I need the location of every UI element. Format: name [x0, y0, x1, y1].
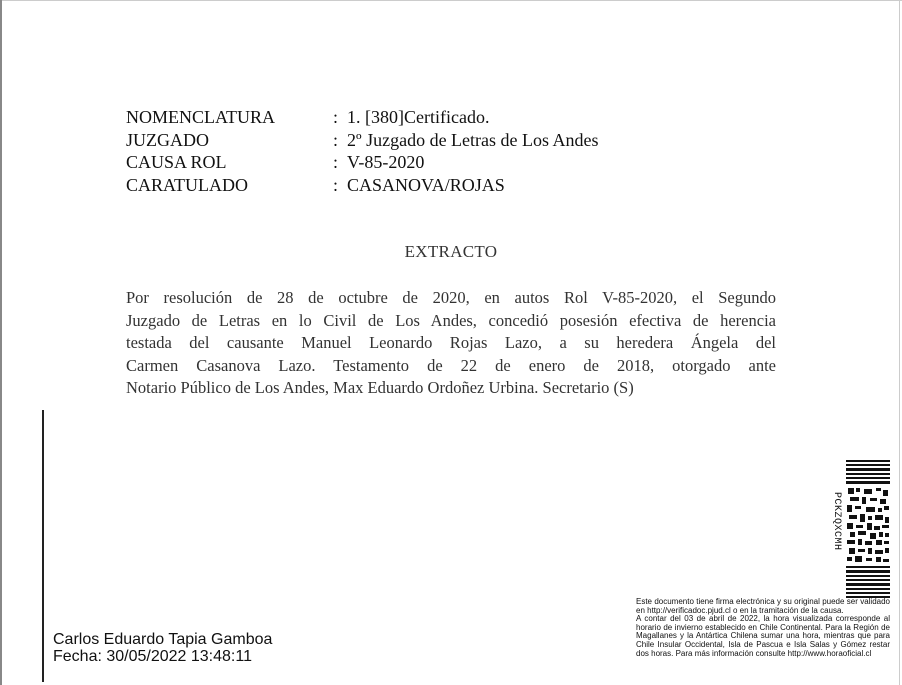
notice-validation: Este documento tiene firma electrónica y su original puede ser validado en http://verificadoc.pjud.cl o en la tramitación de la causa. — [636, 597, 890, 615]
body-line: Por resolución de 28 de octubre de 2020, en autos Rol V-85-2020, el Segundo — [126, 288, 776, 307]
extract-body — [126, 287, 776, 400]
signer-name: Carlos Eduardo Tapia Gamboa — [53, 631, 273, 648]
signature-block — [53, 631, 272, 665]
verification-barcode — [846, 460, 890, 598]
header-label: NOMENCLATURA — [126, 107, 276, 127]
header-separator: : — [333, 107, 339, 127]
body-line: Notario Público de Los Andes, Max Eduardo Ordoñez Urbina. Secretario (S) — [126, 378, 634, 397]
verification-code: PCKZQXCMH — [831, 492, 842, 551]
header-label: CARATULADO — [126, 174, 249, 195]
body-line: Carmen Casanova Lazo. Testamento de 22 de enero de 2018, otorgado ante — [126, 355, 776, 375]
header-row-juzgado — [126, 129, 599, 152]
header-row-causa-rol — [126, 151, 599, 174]
header-value: 1. [380]Certificado. — [347, 107, 490, 127]
body-line: Juzgado de Letras en lo Civil de Los Andes, concedió posesión efectiva de herencia — [126, 310, 776, 330]
header-row-caratulado — [126, 174, 599, 197]
page-border-left — [0, 0, 2, 685]
notice-timezone: A contar del 03 de abril de 2022, la hora visualizada corresponde al horario de invierno establecido en Chile Continental. Para la Región de Magallanes y la Antártica Chilena sumar una hora, mientras que para Chile Insular Occidental, Isla de Pascua e Isla Salas y Gómez restar dos horas. Para más información consulte http://www.horaoficial.cl — [636, 614, 890, 658]
page-border-top — [0, 0, 902, 1]
header-label: JUZGADO — [126, 129, 209, 150]
electronic-signature-notice — [636, 598, 890, 658]
document-title: EXTRACTO — [404, 242, 498, 261]
page-border-right — [899, 0, 900, 685]
barcode-icon — [846, 460, 890, 598]
header-separator: : — [333, 152, 339, 172]
signature-rule — [42, 410, 44, 682]
header-row-nomenclatura — [126, 106, 599, 129]
header-value: 2º Juzgado de Letras de Los Andes — [347, 129, 599, 150]
header-value: V-85-2020 — [347, 152, 425, 172]
signature-date: Fecha: 30/05/2022 13:48:11 — [53, 648, 252, 665]
case-header — [126, 106, 599, 196]
header-value: CASANOVA/ROJAS — [347, 174, 505, 195]
header-separator: : — [333, 129, 339, 150]
header-separator: : — [333, 174, 339, 195]
header-label: CAUSA ROL — [126, 152, 227, 172]
body-line: testada del causante Manuel Leonardo Rojas Lazo, a su heredera Ángela del — [126, 333, 776, 352]
